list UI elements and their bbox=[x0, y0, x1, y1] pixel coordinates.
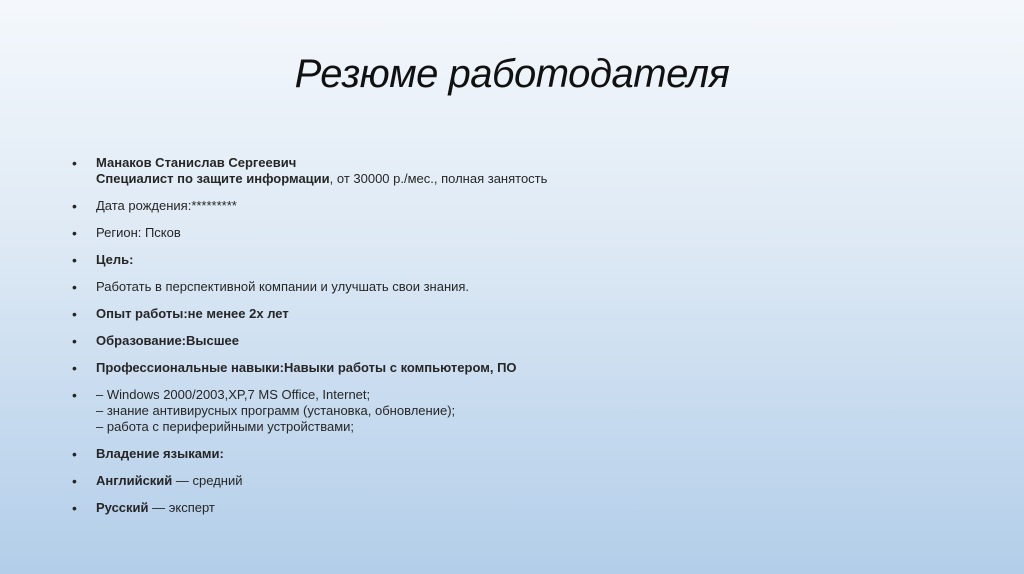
candidate-position-details: , от 30000 р./мес., полная занятость bbox=[329, 171, 548, 186]
language-english: Английский bbox=[96, 473, 173, 488]
skills-line-1: • – Windows 2000/2003,XP,7 MS Office, Internet; bbox=[96, 387, 371, 402]
list-item-english bbox=[72, 473, 972, 489]
list-item-education bbox=[72, 333, 972, 349]
list-item-goal-text bbox=[72, 279, 972, 295]
region: Регион: Псков bbox=[96, 225, 181, 240]
list-item-russian bbox=[72, 500, 972, 516]
candidate-position-line bbox=[96, 171, 972, 187]
candidate-position: Специалист по защите информации bbox=[96, 171, 330, 186]
skills-line-3: – работа с периферийными устройствами; bbox=[96, 419, 355, 434]
candidate-name: • Манаков Станислав Сергеевич bbox=[96, 155, 297, 170]
skills: Профессиональные навыки:Навыки работы с компьютером, ПО bbox=[96, 360, 517, 375]
language-russian: Русский bbox=[96, 500, 149, 515]
language-english-level: — средний bbox=[172, 473, 243, 488]
list-item-languages bbox=[72, 446, 972, 462]
slide-title: Резюме работодателя bbox=[294, 52, 730, 96]
list-item-name bbox=[72, 155, 972, 187]
languages-label: Владение языками: bbox=[96, 446, 224, 461]
education: Образование:Высшее bbox=[96, 333, 240, 348]
list-item-experience bbox=[72, 306, 972, 322]
list-item-region bbox=[72, 225, 972, 241]
skills-line-2: – знание антивирусных программ (установка, обновление); bbox=[96, 403, 456, 418]
language-russian-level: — эксперт bbox=[148, 500, 215, 515]
experience: Опыт работы:не менее 2х лет bbox=[96, 306, 289, 321]
list-item-skills bbox=[72, 360, 972, 376]
list-item-goal-label bbox=[72, 252, 972, 268]
goal-label: Цель: bbox=[96, 252, 134, 267]
list-item-birth bbox=[72, 198, 972, 214]
resume-list bbox=[72, 155, 972, 527]
goal-text: Работать в перспективной компании и улучшать свои знания. bbox=[96, 279, 470, 294]
list-item-skills-details bbox=[72, 387, 972, 435]
birth-date: Дата рождения:********* bbox=[96, 198, 237, 213]
